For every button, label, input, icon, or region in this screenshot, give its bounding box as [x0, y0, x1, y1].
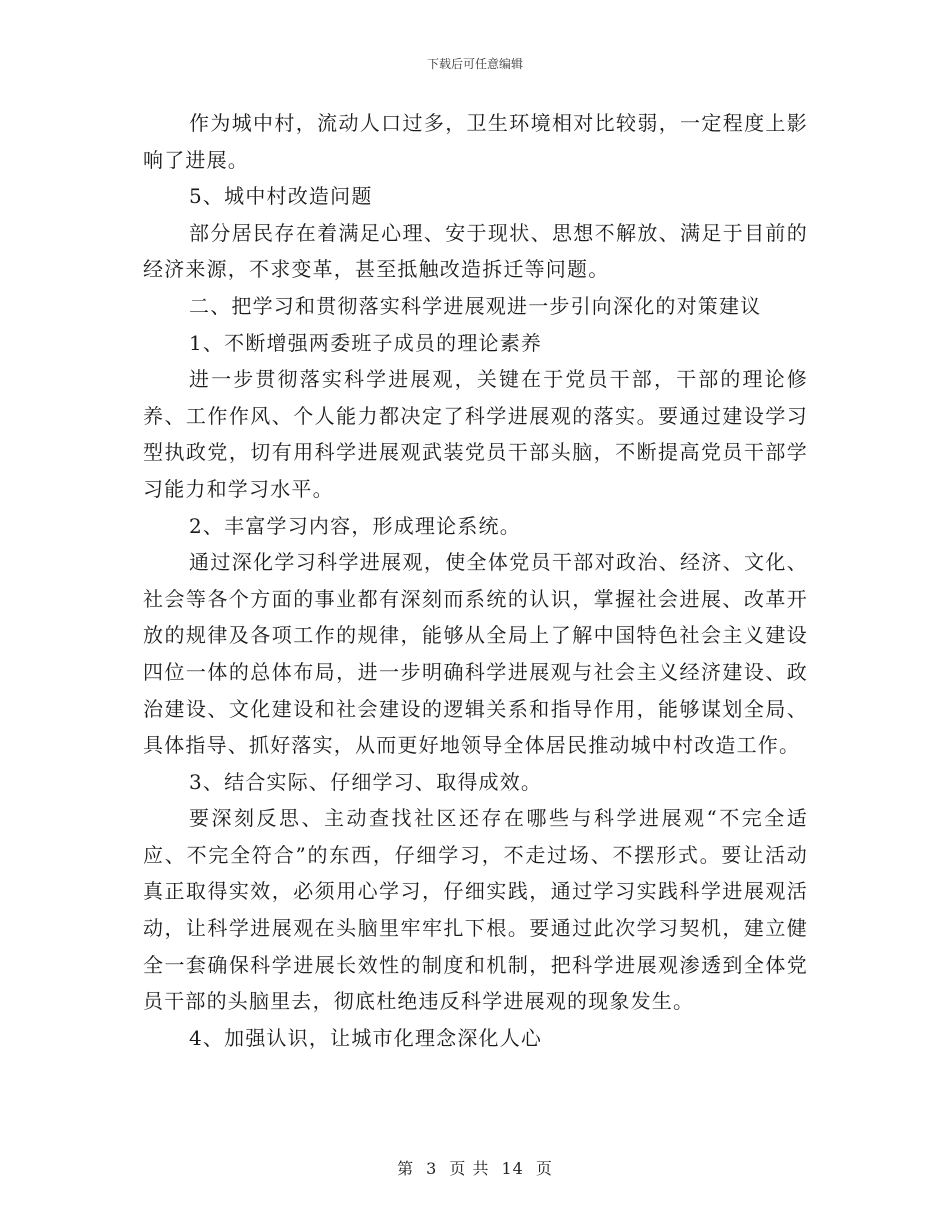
- section-heading: 4、加强认识，让城市化理念深化人心: [189, 1025, 543, 1050]
- footer-prefix: 第: [397, 1159, 415, 1178]
- section-heading: 5、城中村改造问题: [189, 184, 373, 209]
- footer-middle: 页 共: [449, 1159, 490, 1178]
- paragraph: 要深刻反思、主动查找社区还存在哪些与科学进展观“不完全适应、不完全符合”的东西，仔细学习，不走过场、不摆形式。要让活动真正取得实效，必须用心学习，仔细实践，通过学习实践科学进展观活动，让科学进展观在头脑里牢牢扎下根。要通过此次学习契机，建立健全一套确保科学进展长效性的制度和机制，把科学进展观渗透到全体党员干部的头脑里去，彻底杜绝违反科学进展观的现象发生。: [143, 806, 808, 1014]
- page-footer: [0, 1156, 950, 1179]
- footer-current-page: 3: [426, 1159, 438, 1178]
- document-body: [143, 105, 808, 1056]
- section-heading: 2、丰富学习内容，形成理论系统。: [189, 513, 521, 538]
- footer-suffix: 页: [535, 1159, 553, 1178]
- section-heading: 3、结合实际、仔细学习、取得成效。: [189, 769, 543, 794]
- section-heading: 1、不断增强两委班子成员的理论素养: [189, 330, 543, 355]
- paragraph: 进一步贯彻落实科学进展观，关键在于党员干部，干部的理论修养、工作作风、个人能力都决定了科学进展观的落实。要通过建设学习型执政党，切有用科学进展观武装党员干部头脑，不断提高党员干部学习能力和学习水平。: [143, 367, 808, 501]
- section-heading: 二、把学习和贯彻落实科学进展观进一步引向深化的对策建议: [189, 293, 762, 318]
- footer-total-pages: 14: [501, 1159, 524, 1178]
- paragraph: 部分居民存在着满足心理、安于现状、思想不解放、满足于目前的经济来源，不求变革，甚至抵触改造拆迁等问题。: [143, 220, 808, 282]
- paragraph: 通过深化学习科学进展观，使全体党员干部对政治、经济、文化、社会等各个方面的事业都有深刻而系统的认识，掌握社会进展、改革开放的规律及各项工作的规律，能够从全局上了解中国特色社会主义建设四位一体的总体布局，进一步明确科学进展观与社会主义经济建设、政治建设、文化建设和社会建设的逻辑关系和指导作用，能够谋划全局、具体指导、抓好落实，从而更好地领导全体居民推动城中村改造工作。: [143, 550, 808, 758]
- header-note: 下载后可任意编辑: [426, 57, 523, 71]
- paragraph: 作为城中村，流动人口过多，卫生环境相对比较弱，一定程度上影响了进展。: [143, 111, 808, 172]
